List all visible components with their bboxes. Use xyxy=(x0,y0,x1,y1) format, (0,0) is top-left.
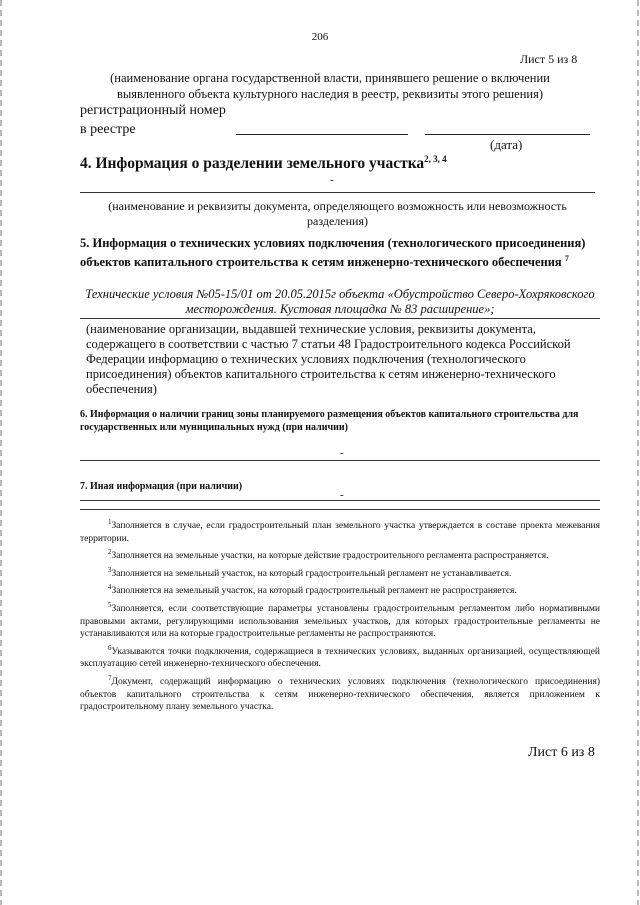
footnote-text: Заполняется на земельный участок, на который градостроительный регламент не устанавливается. xyxy=(111,568,512,579)
section-5-line xyxy=(80,318,600,319)
footnote-number: 3 xyxy=(108,565,112,574)
footnotes xyxy=(80,516,600,715)
sheet-counter-bottom: Лист 6 из 8 xyxy=(528,745,595,760)
sheet-counter-top: Лист 5 из 8 xyxy=(520,52,578,66)
footnote-separator xyxy=(80,509,600,510)
scan-edge-left xyxy=(0,0,2,905)
footnote-text: Заполняется на земельные участки, на которые действие градостроительного регламента распространяется. xyxy=(111,551,549,562)
footnote-number: 7 xyxy=(108,673,112,682)
registry-label: в реестре xyxy=(80,122,136,137)
footnote-text: Заполняется, если соответствующие параметры установлены градостроительным регламентом либо нормативными правовыми актами, регулирующими использования земельных участков, для которых градостроительные регламенты не устанавливаются или на которые градостроительные регламенты не распространяются. xyxy=(80,604,600,640)
registration-label: регистрационный номер xyxy=(80,103,226,118)
section-7-heading: 7. Иная информация (при наличии) xyxy=(80,481,243,492)
section-5-footnote-ref: 7 xyxy=(564,254,569,263)
section-7-line xyxy=(80,500,600,501)
section-4-caption: (наименование и реквизиты документа, определяющего возможность или невозможность разделения) xyxy=(108,199,567,228)
page-number: 206 xyxy=(311,31,329,43)
footnote-number: 6 xyxy=(108,643,112,652)
footnote-text: Документ, содержащий информацию о технических условиях подключения (технологического присоединения) объектов капитального строительства к сетям инженерно-технического обеспечения, является приложением к градостроительному плану земельного участка. xyxy=(80,677,600,713)
section-6-value: - xyxy=(340,447,344,459)
footnote-number: 1 xyxy=(108,518,112,526)
footnote xyxy=(80,581,600,598)
registration-date-line xyxy=(425,134,590,135)
footnote xyxy=(80,564,600,581)
date-caption: (дата) xyxy=(490,137,523,152)
scan-edge-right xyxy=(637,0,639,905)
footnote xyxy=(80,672,600,714)
section-4-title: 4. Информация о разделении земельного участка xyxy=(80,155,425,173)
section-5-heading xyxy=(80,236,600,270)
footnote-text: Заполняется на земельный участок, на который градостроительный регламент не распространяется. xyxy=(111,586,517,597)
footnote xyxy=(80,642,600,671)
organ-caption: (наименование органа государственной власти, принявшего решение о включении выявленного объекта культурного наследия в реестр, реквизиты этого решения) xyxy=(110,71,550,101)
technical-conditions-value: Технические условия №05-15/01 от 20.05.2015г объекта «Обустройство Северо-Хохряковского месторождения. Кустовая площадка № 83 расширение»; xyxy=(85,287,595,316)
section-7-value: - xyxy=(340,489,344,501)
section-4-value: - xyxy=(330,174,334,186)
footnote-number: 4 xyxy=(108,583,112,592)
footnote-text: Указываются точки подключения, содержащиеся в технических условиях, выданных организацией, осуществляющей эксплуатацию сетей инженерно-технического обеспечения. xyxy=(80,646,600,670)
footnote xyxy=(80,516,600,545)
footnote-text: Заполняется в случае, если градостроительный план земельного участка утверждается в составе проекта межевания территории. xyxy=(80,521,600,544)
section-4-line xyxy=(80,192,595,193)
section-5-title: 5. Информация о технических условиях подключения (технологического присоединения) объектов капитального строительства к сетям инженерно-технического обеспечения xyxy=(80,236,586,270)
footnote-number: 2 xyxy=(108,548,112,557)
registration-number-line xyxy=(236,134,408,135)
section-4-heading xyxy=(80,154,447,173)
section-6-line xyxy=(80,460,600,461)
footnote xyxy=(80,546,600,563)
footnote xyxy=(80,599,600,641)
footnote-number: 5 xyxy=(108,601,112,610)
section-5-caption: (наименование организации, выдавшей технические условия, реквизиты документа, содержащего в соответствии с частью 7 статьи 48 Градостроительного кодекса Российской Федерации информацию о технических условиях подключения (технологического присоединения) объектов капитального строительства к сетям инженерно-технического обеспечения) xyxy=(86,322,571,396)
section-6-heading: 6. Информация о наличии границ зоны планируемого размещения объектов капитального строительства для государственных или муниципальных нужд (при наличии) xyxy=(80,409,579,433)
section-4-footnote-refs: 2, 3, 4 xyxy=(424,154,447,164)
